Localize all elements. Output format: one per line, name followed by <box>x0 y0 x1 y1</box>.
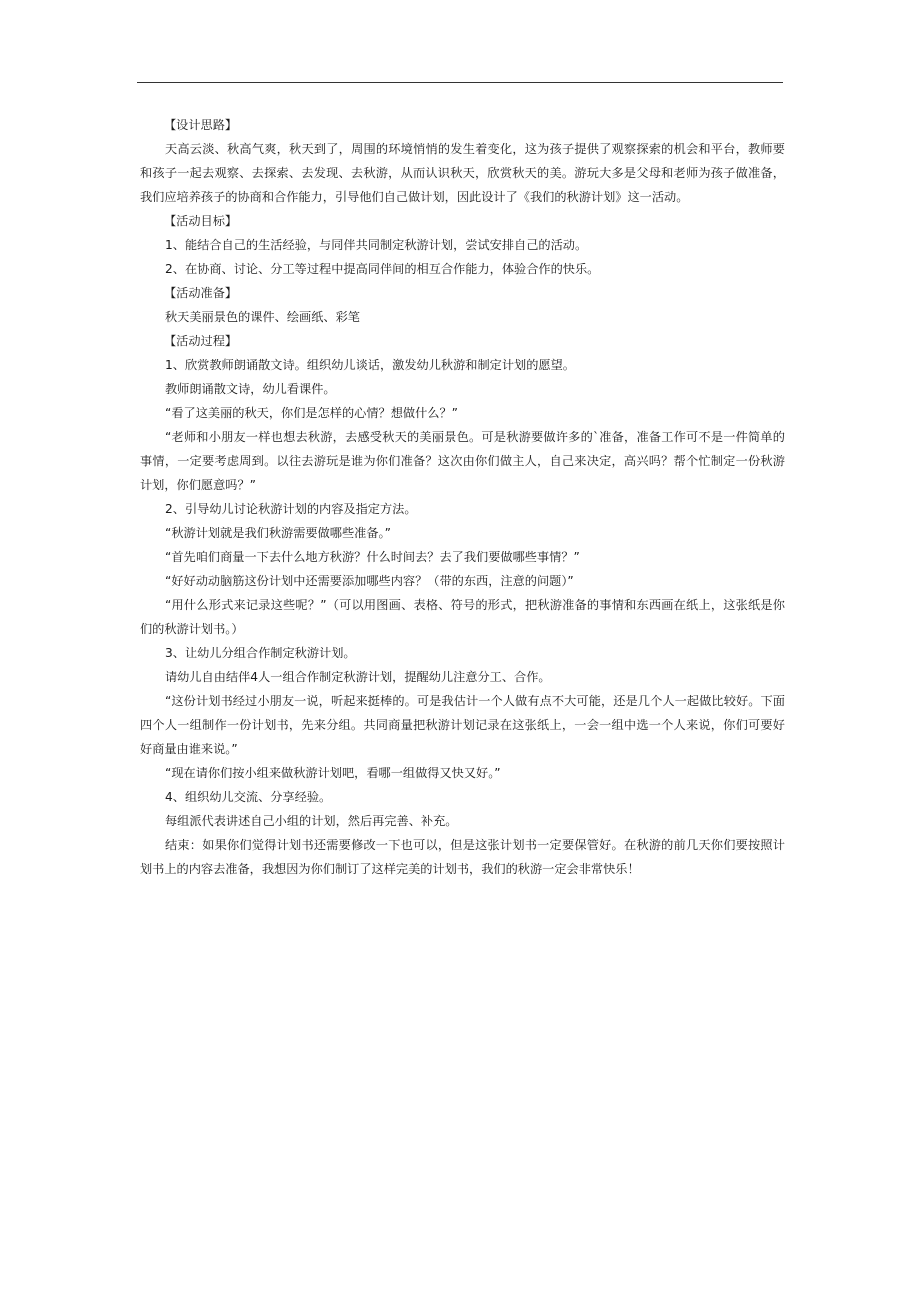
paragraph-step-4: 4、组织幼儿交流、分享经验。 <box>165 790 332 804</box>
paragraph-design-idea: 天高云淡、秋高气爽，秋天到了，周围的环境悄悄的发生着变化，这为孩子提供了观察探索的机会和平台，教师要和孩子一起去观察、去探索、去发现、去秋游，从而认识秋天，欣赏秋天的美。游玩大多是父母和老师为孩子做准备，我们应培养孩子的协商和合作能力，引导他们自己做计划，因此设计了《我们的秋游计划》这一活动。 <box>140 142 785 204</box>
section-heading-goals: 【活动目标】 <box>164 214 238 228</box>
section-heading-design-idea: 【设计思路】 <box>164 118 238 132</box>
section-heading-preparation: 【活动准备】 <box>164 286 238 300</box>
paragraph-step-4-detail: 每组派代表讲述自己小组的计划，然后再完善、补充。 <box>165 814 458 828</box>
paragraph-quote-7: “这份计划书经过小朋友一说，听起来挺棒的。可是我估计一个人做有点不大可能，还是几个人一起做比较好。下面四个人一组制作一份计划书，先来分组。共同商量把秋游计划记录在这张纸上，一会一组中选一个人来说，你们可要好好商量由谁来说。” <box>140 694 785 756</box>
paragraph-quote-5: “好好动动脑筋这份计划中还需要添加哪些内容？（带的东西，注意的问题）” <box>165 574 574 588</box>
paragraph-goal-1: 1、能结合自己的生活经验，与同伴共同制定秋游计划，尝试安排自己的活动。 <box>165 238 588 252</box>
paragraph-step-1: 1、欣赏教师朗诵散文诗。组织幼儿谈话，激发幼儿秋游和制定计划的愿望。 <box>165 358 575 372</box>
paragraph-quote-1: “看了这美丽的秋天，你们是怎样的心情？想做什么？” <box>165 406 458 420</box>
paragraph-quote-6: “用什么形式来记录这些呢？”（可以用图画、表格、符号的形式，把秋游准备的事情和东西画在纸上，这张纸是你们的秋游计划书。） <box>140 598 785 636</box>
paragraph-step-3: 3、让幼儿分组合作制定秋游计划。 <box>165 646 356 660</box>
paragraph-goal-2: 2、在协商、讨论、分工等过程中提高同伴间的相互合作能力，体验合作的快乐。 <box>165 262 600 276</box>
paragraph-quote-3: “秋游计划就是我们秋游需要做哪些准备。” <box>165 526 391 540</box>
section-heading-process: 【活动过程】 <box>164 334 238 348</box>
paragraph-step-1-detail: 教师朗诵散文诗，幼儿看课件。 <box>165 382 336 396</box>
paragraph-step-2: 2、引导幼儿讨论秋游计划的内容及指定方法。 <box>165 502 417 516</box>
header-rule <box>137 82 783 83</box>
paragraph-quote-2: “老师和小朋友一样也想去秋游，去感受秋天的美丽景色。可是秋游要做许多的`准备，准备工作可不是一件简单的事情，一定要考虑周到。以往去游玩是谁为你们准备？这次由你们做主人，自己来决定，高兴吗？帮个忙制定一份秋游计划，你们愿意吗？” <box>140 430 785 492</box>
document-body <box>140 113 785 881</box>
paragraph-quote-4: “首先咱们商量一下去什么地方秋游？什么时间去？去了我们要做哪些事情？” <box>165 550 580 564</box>
paragraph-quote-8: “现在请你们按小组来做秋游计划吧，看哪一组做得又快又好。” <box>165 766 501 780</box>
paragraph-conclusion: 结束：如果你们觉得计划书还需要修改一下也可以，但是这张计划书一定要保管好。在秋游的前几天你们要按照计划书上的内容去准备，我想因为你们制订了这样完美的计划书，我们的秋游一定会非常快乐！ <box>140 838 785 876</box>
paragraph-step-3-detail: 请幼儿自由结伴4人一组合作制定秋游计划，提醒幼儿注意分工、合作。 <box>165 670 551 684</box>
paragraph-preparation: 秋天美丽景色的课件、绘画纸、彩笔 <box>165 310 360 324</box>
